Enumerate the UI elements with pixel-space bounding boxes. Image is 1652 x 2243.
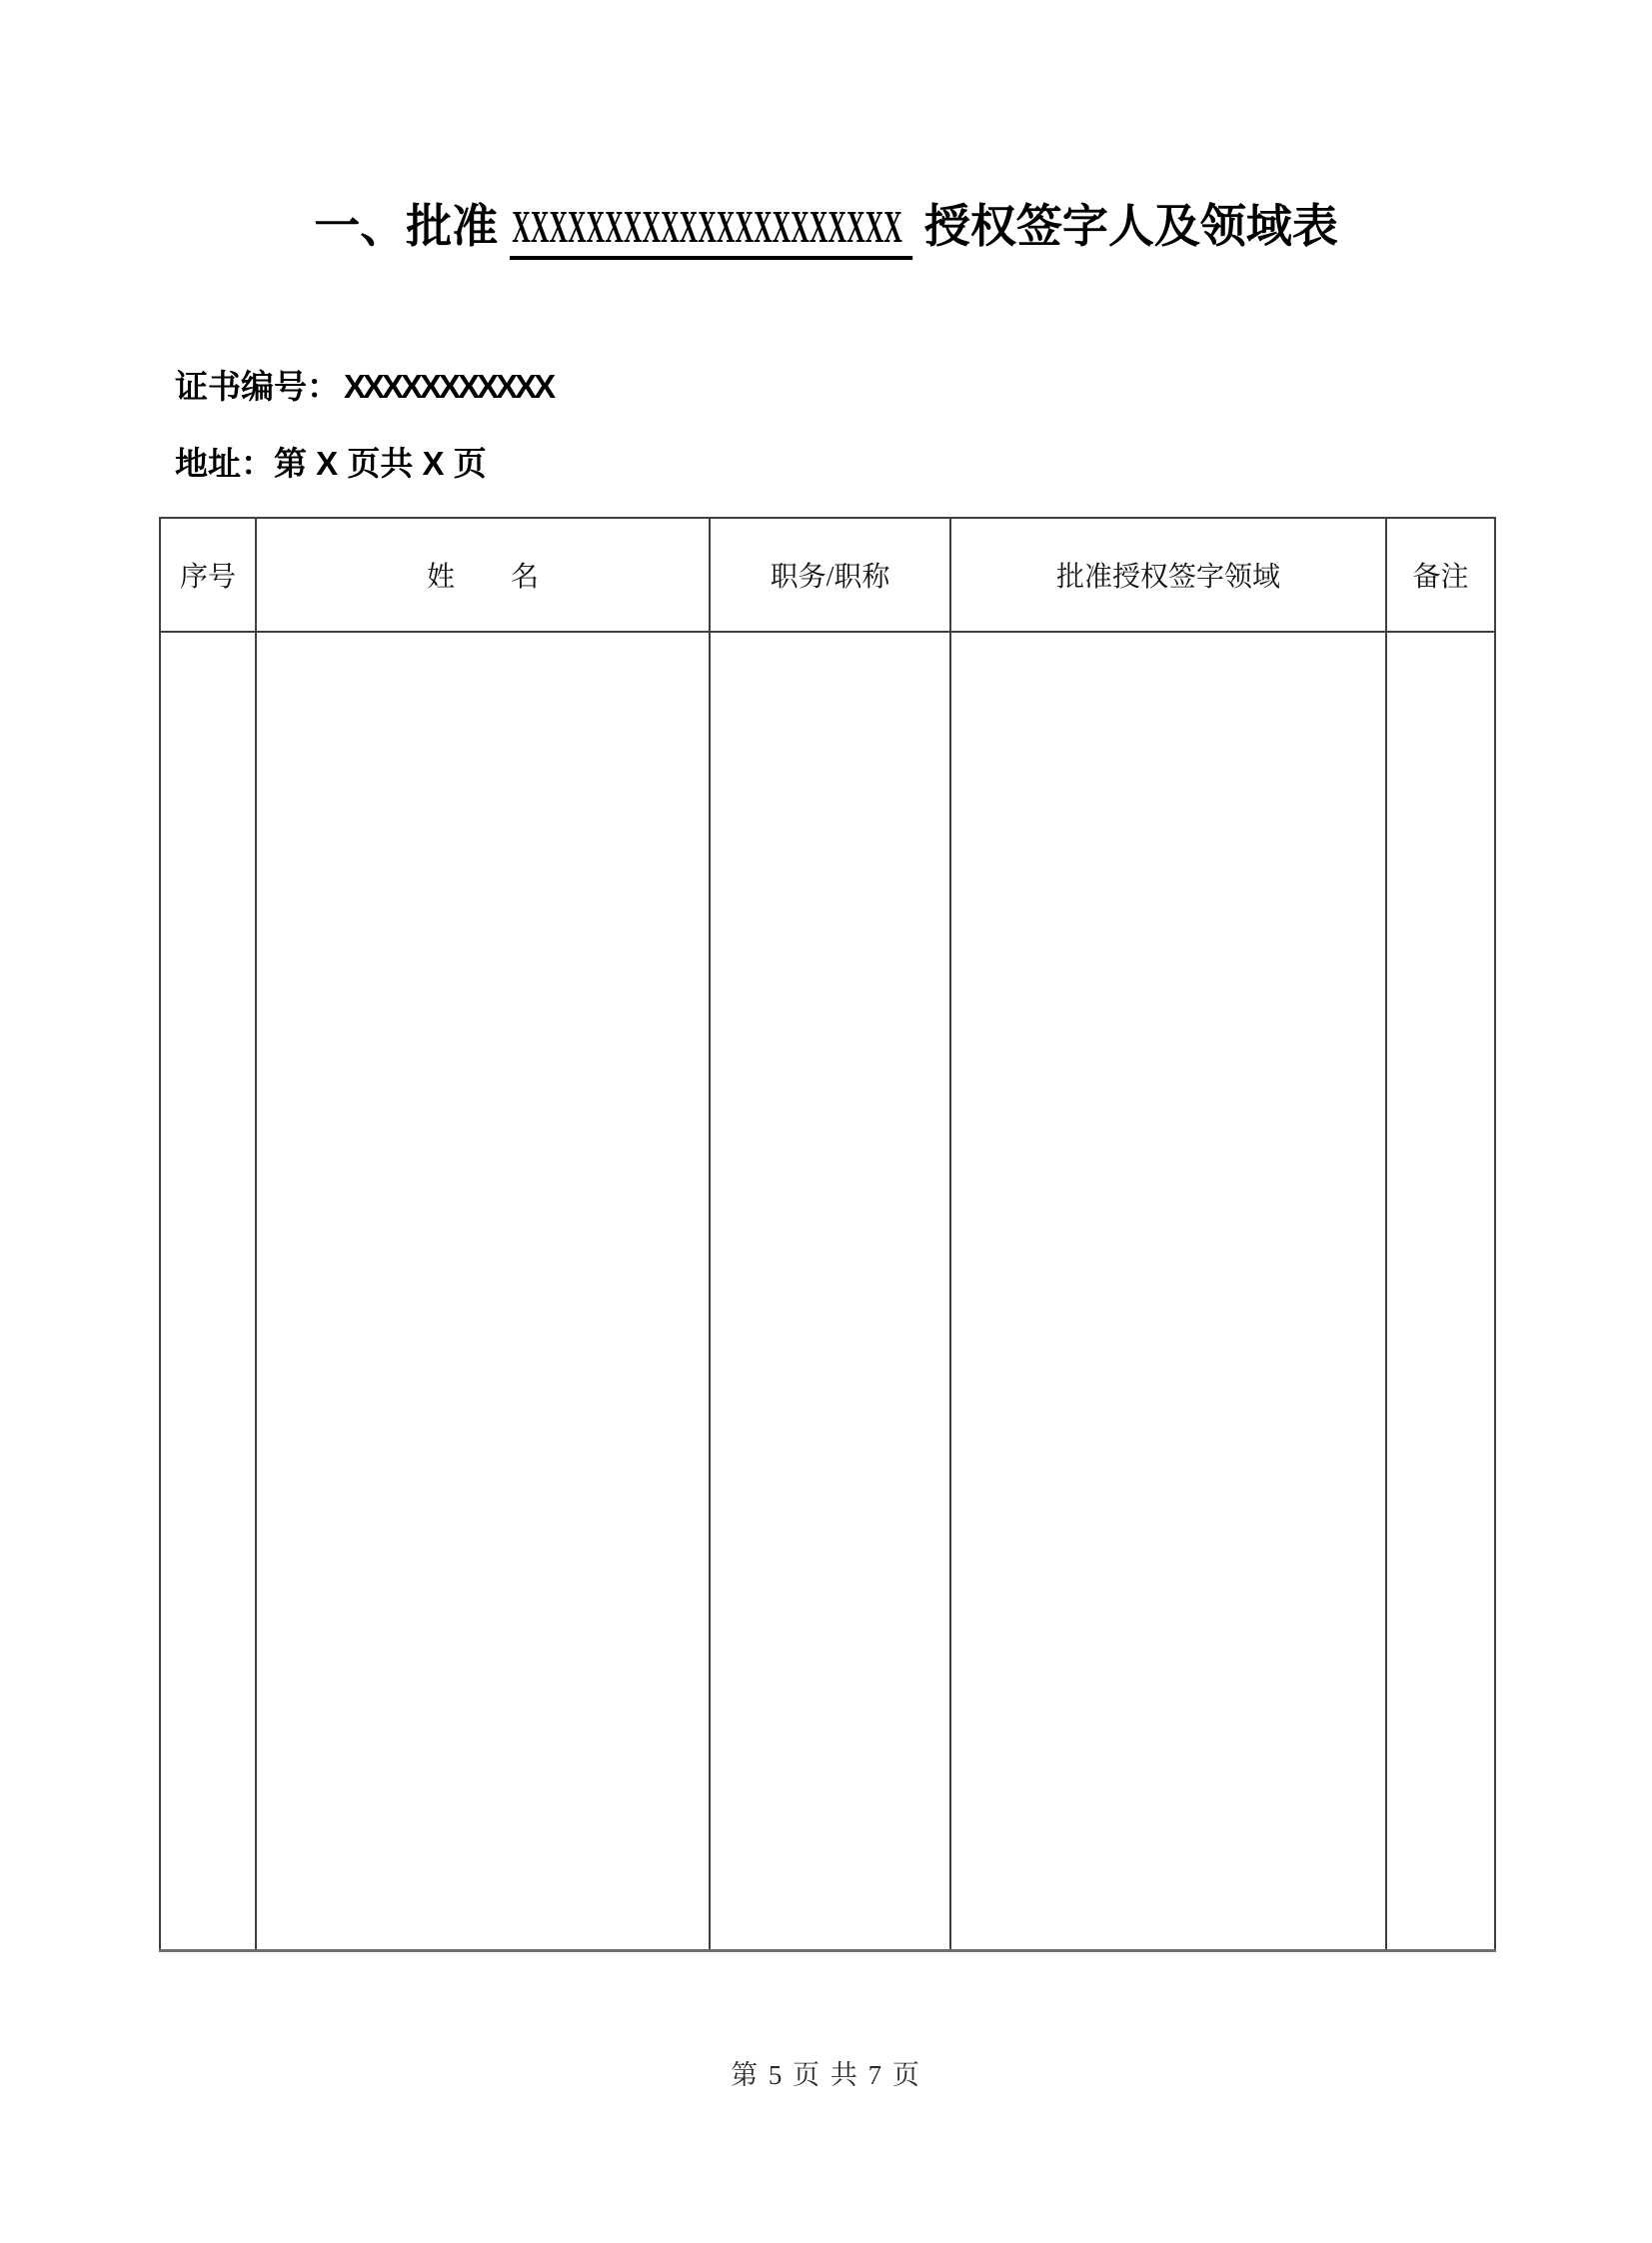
cell-authorized-field-empty bbox=[950, 632, 1386, 1950]
signatories-table-wrap bbox=[159, 517, 1495, 1952]
address-line bbox=[175, 445, 487, 483]
column-header-position: 职务/职称 bbox=[710, 518, 950, 632]
signatories-table bbox=[159, 517, 1496, 1952]
column-header-remarks: 备注 bbox=[1386, 518, 1495, 632]
page-number-footer: 第 5 页 共 7 页 bbox=[731, 2060, 921, 2090]
cell-position-empty bbox=[710, 632, 950, 1950]
certificate-number-line bbox=[175, 368, 553, 406]
table-header-row bbox=[160, 518, 1495, 632]
page-title bbox=[0, 202, 1652, 260]
cell-remarks-empty bbox=[1386, 632, 1495, 1950]
cell-name-empty bbox=[256, 632, 710, 1950]
title-suffix: 授权签字人及领域表 bbox=[912, 201, 1338, 252]
cell-serial-empty bbox=[160, 632, 256, 1950]
column-header-serial: 序号 bbox=[160, 518, 256, 632]
certificate-number-label: 证书编号： bbox=[175, 368, 340, 405]
title-prefix: 一、批准 bbox=[314, 201, 510, 252]
column-header-authorized-field: 批准授权签字领域 bbox=[950, 518, 1386, 632]
address-value: 第 X 页共 X 页 bbox=[274, 445, 487, 482]
address-label: 地址： bbox=[175, 445, 274, 482]
table-row bbox=[160, 632, 1495, 1950]
certificate-number-value: XXXXXXXXXXX bbox=[344, 368, 554, 405]
title-blank-underlined: XXXXXXXXXXXXXXXXXXXXX bbox=[510, 202, 912, 260]
column-header-name: 姓 名 bbox=[256, 518, 710, 632]
